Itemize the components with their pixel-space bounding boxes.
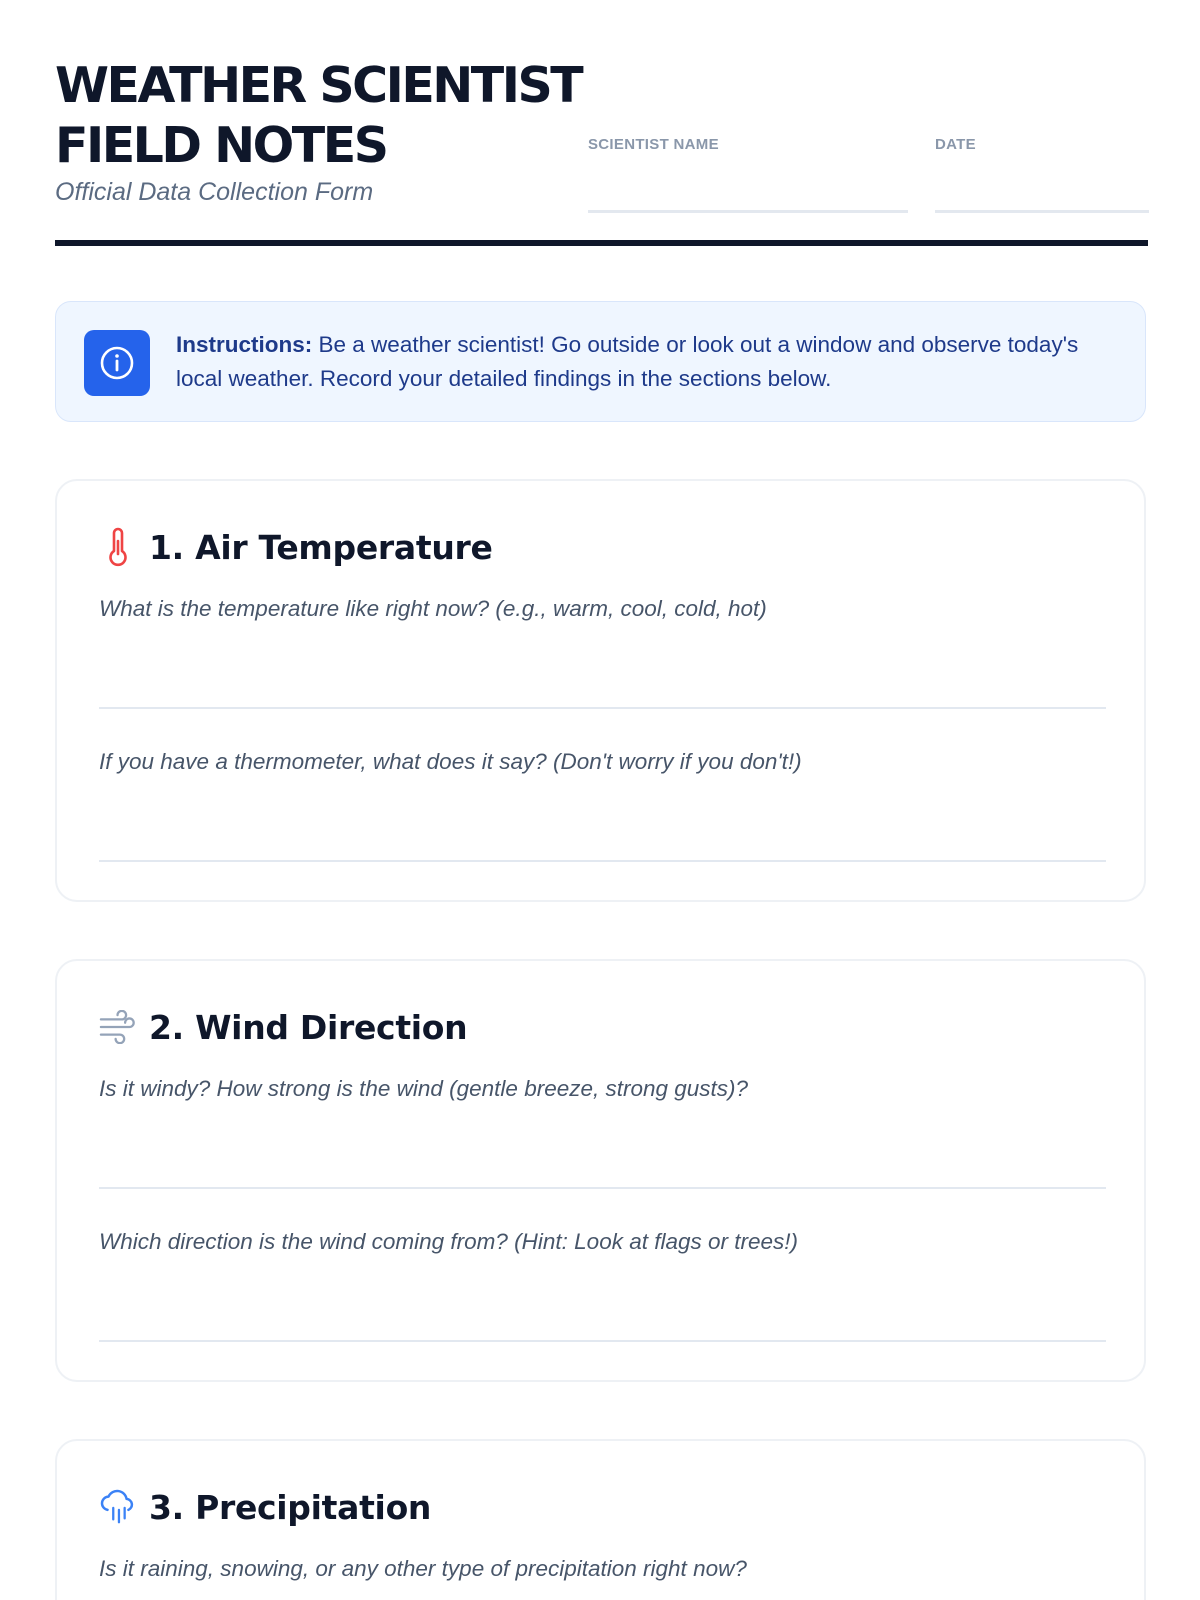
thermometer-icon [99,528,137,566]
question-prompt: What is the temperature like right now? (e.g., warm, cool, cold, hot) [99,596,767,621]
section-header [99,1483,431,1531]
scientist-name-label: SCIENTIST NAME [588,136,719,153]
answer-line[interactable] [99,860,1106,862]
instructions-text [176,328,1106,396]
info-icon [84,330,150,396]
instructions-body: Be a weather scientist! Go outside or look out a window and observe today's local weather. Record your detailed findings in the sections below. [176,332,1079,391]
question-prompt: If you have a thermometer, what does it say? (Don't worry if you don't!) [99,749,802,774]
instructions-box [55,301,1146,422]
section-title: 3. Precipitation [149,1487,432,1527]
section-title: 2. Wind Direction [149,1007,468,1047]
question-prompt: Is it raining, snowing, or any other type of precipitation right now? [99,1556,747,1581]
page-title [55,56,581,176]
title-line-2: FIELD NOTES [55,117,387,174]
rain-cloud-icon [99,1488,137,1526]
answer-line[interactable] [99,1187,1106,1189]
scientist-name-field [588,136,908,153]
scientist-name-input[interactable] [588,210,908,213]
section-wind-direction [55,959,1146,1382]
answer-line[interactable] [99,707,1106,709]
section-title: 1. Air Temperature [149,527,493,567]
section-air-temperature [55,479,1146,902]
question-prompt: Which direction is the wind coming from? (Hint: Look at flags or trees!) [99,1229,799,1254]
header-divider [55,240,1148,246]
wind-icon [99,1008,137,1046]
page-subtitle: Official Data Collection Form [55,178,374,206]
section-header [99,1003,467,1051]
form-header [55,0,1147,250]
date-label: DATE [935,136,976,153]
question-prompt: Is it windy? How strong is the wind (gentle breeze, strong gusts)? [99,1076,749,1101]
answer-line[interactable] [99,1340,1106,1342]
field-notes-form [55,0,1147,1581]
title-line-1: WEATHER SCIENTIST [55,57,582,114]
section-header [99,523,493,571]
date-field [935,136,1149,153]
section-precipitation [55,1439,1146,1600]
instructions-lead: Instructions: [176,332,313,357]
date-input[interactable] [935,210,1149,213]
